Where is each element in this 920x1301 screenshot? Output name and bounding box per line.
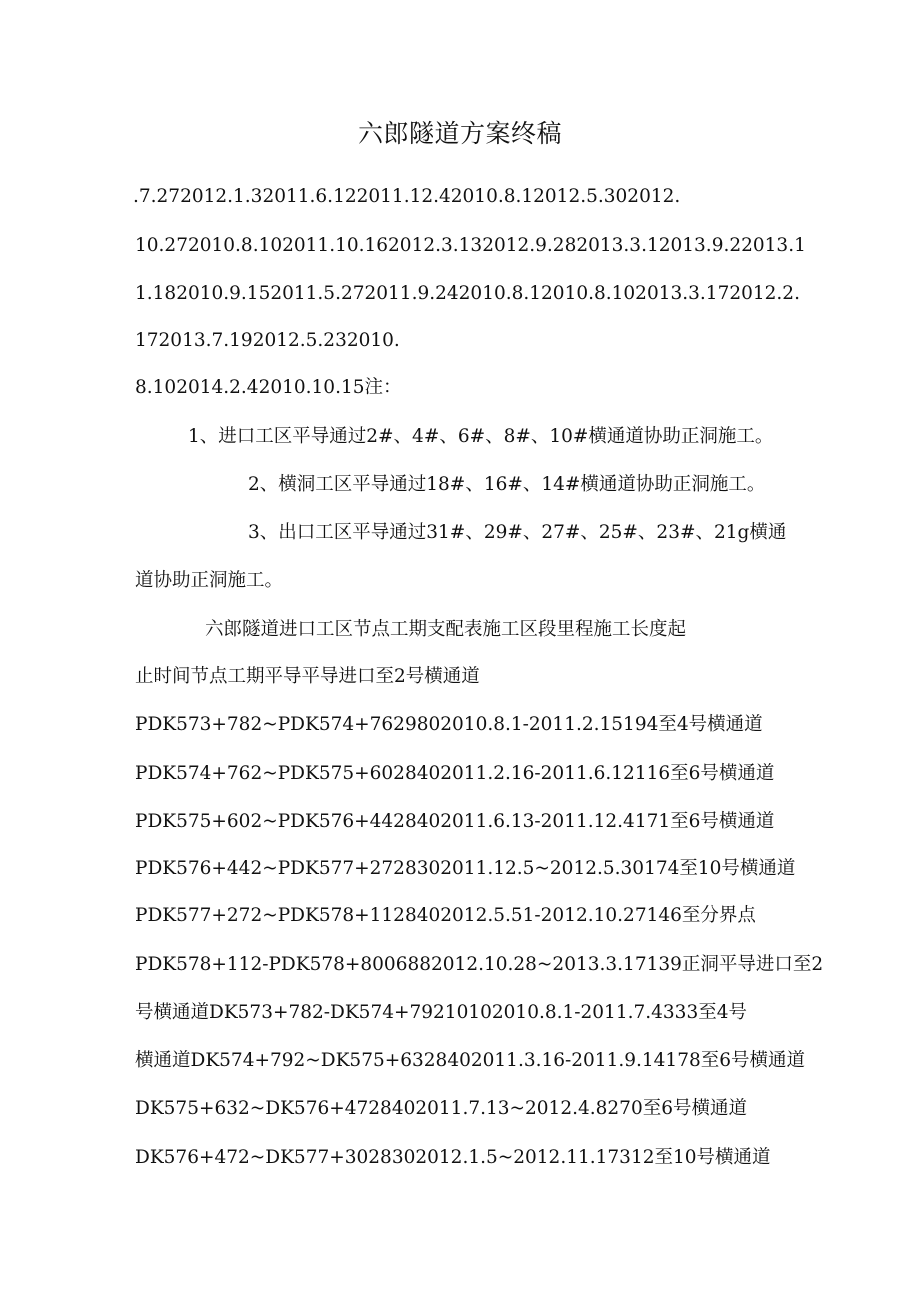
text-line: PDK573+782~PDK574+7629802010.8.1-2011.2.15194至4号横通道 [135,714,763,735]
note-item: 3、出口工区平导通过31#、29#、27#、25#、23#、21g横通 [248,522,787,543]
document-title: 六郎隧道方案终稿 [357,119,562,148]
text-line: 8.102014.2.42010.10.15注： [135,377,402,398]
text-line: DK576+472~DK577+3028302012.1.5~2012.11.17312至10号横通道 [135,1147,771,1168]
text-line: 横通道DK574+792~DK575+6328402011.3.16-2011.9.14178至6号横通道 [135,1050,806,1071]
text-line: PDK578+112-PDK578+8006882012.10.28~2013.3.17139正洞平导进口至2 [135,954,824,975]
text-line: 10.272010.8.102011.10.162012.3.132012.9.282013.3.12013.9.22013.1 [135,235,806,256]
text-line: PDK577+272~PDK578+1128402012.5.51-2012.10.27146至分界点 [135,905,756,926]
text-line: PDK575+602~PDK576+4428402011.6.13-2011.12.4171至6号横通道 [135,811,775,832]
note-item: 1、进口工区平导通过2#、4#、6#、8#、10#横通道协助正洞施工。 [188,426,774,447]
text-line: DK575+632~DK576+4728402011.7.13~2012.4.8270至6号横通道 [135,1098,747,1119]
text-line: 止时间节点工期平导平导进口至2号横通道 [135,666,480,687]
text-line: PDK574+762~PDK575+6028402011.2.16-2011.6.12116至6号横通道 [135,763,775,784]
text-line: 号横通道DK573+782-DK574+79210102010.8.1-2011.7.4333至4号 [135,1002,747,1023]
text-line: .7.272012.1.32011.6.122011.12.42010.8.12012.5.302012. [133,186,681,207]
text-line: 172013.7.192012.5.232010. [135,330,400,351]
table-caption: 六郎隧道进口工区节点工期支配表施工区段里程施工长度起 [205,619,687,640]
text-line: 道协助正洞施工。 [135,570,284,591]
text-line: 1.182010.9.152011.5.272011.9.242010.8.12010.8.102013.3.172012.2. [135,283,800,304]
text-line: PDK576+442~PDK577+2728302011.12.5~2012.5.30174至10号横通道 [135,858,796,879]
note-item: 2、横洞工区平导通过18#、16#、14#横通道协助正洞施工。 [248,474,766,495]
